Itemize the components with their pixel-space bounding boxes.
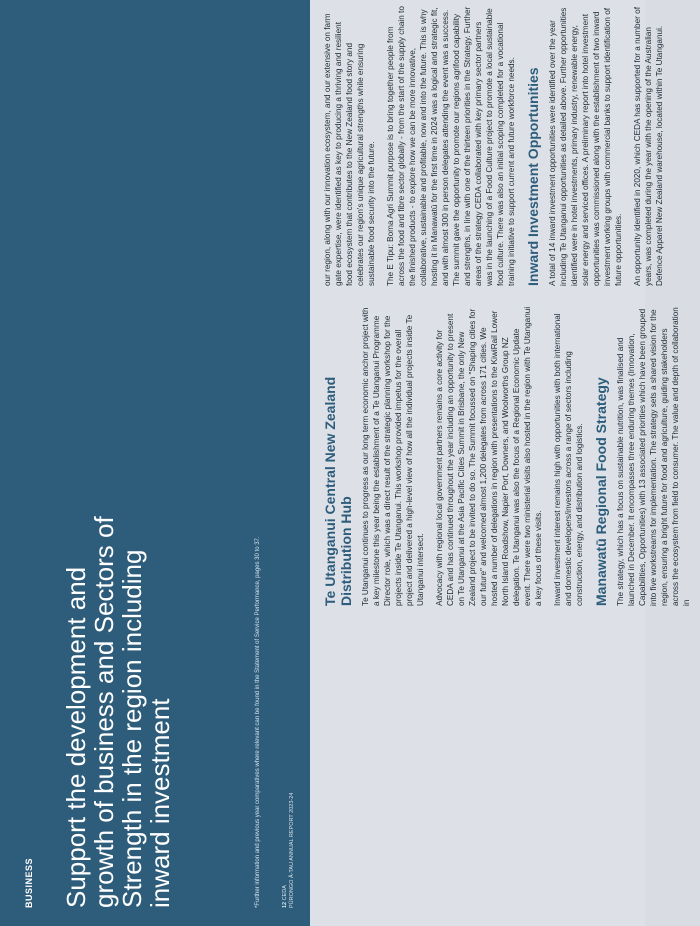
paragraph: our region, along with our innovation ecosystem, and our extensive on farm gate expertise, were identified as key to producing a thriving and resilient food ecosystem that contributes to the New Zealand food story and celebrates our region's unique agricultural strengths while ensuring sustainable food security into the future. bbox=[323, 13, 376, 286]
paragraph: The E Tipu: Boma Agri Summit purpose is to bring together people from across the food and fibre sector globally - from the start of the supply chain to the finished products - to explore how we can be more innovative, collaborative, sustainable and profitable, now and into the future. This is why hosting it in Manawatū for the first time in 2024 was a logical and strategic fit, and with almost 300 in person delegates attending the event was a success. The summit gave the opportunity to promote our regions agrifood capability and strengths, in line with one of the thirteen priorities in the Strategy. Further areas of the strategy CEDA collaborated with key primary sector partners was in the launching of a Food Culture project to promote a local sustainable food culture. There was also an initial scoping completed for a vocational training initiative to support current and future workforce needs. bbox=[386, 6, 516, 286]
section-tag: BUSINESS bbox=[24, 857, 34, 908]
text-column-left bbox=[322, 306, 700, 606]
paragraph: The strategy, which has a focus on sustainable nutrition, was finalised and launched in December. It encompasses three enduring themes (Innovation, Capabilities, Opportunities) with 13 associated priorities which have been grouped into five workstreams for implementation. The strategy sets a shared vision for the region, ensuring a bright future for food and agriculture, guiding stakeholders across the ecosystem from field to consumer. The value and depth of collaboration in bbox=[616, 307, 691, 606]
page-number: 12 bbox=[282, 901, 288, 908]
page-folio bbox=[282, 793, 296, 908]
paragraph: Te Utanganui continues to progress as our long term economic anchor project with a key milestone this year being the establishment of a Te Utanganui Programme Director role, which was a direct result of the strategic planning workshop for the projects inside Te Utanganui. This workshop provided impetus for the overall project and delivered a high-level view of how all the individual projects inside Te Utanganui intersect. bbox=[361, 307, 425, 606]
heading-inward-investment: Inward Investment Opportunities bbox=[525, 67, 541, 286]
heading-te-utanganui: Te Utanganui Central New Zealand Distribution Hub bbox=[322, 376, 354, 606]
section-banner bbox=[0, 0, 310, 926]
footnote: *Further information and previous year comparatives where relevant can be found in the Statement of Service Performance, pages 30 to 37. bbox=[255, 536, 261, 908]
paragraph: Inward investment interest remains high with opportunities with both international and domestic developers/investors across a range of sectors including construction, energy, and distribution and logistics. bbox=[553, 313, 584, 606]
paragraph: An opportunity identified in 2020, which CEDA has supported for a number of years, was completed during the year with the opening of the Australian Defence Apparel New Zealand warehouse, located within Te Utanganui. bbox=[633, 7, 664, 286]
section-headline: Support the development and growth of business and Sectors of Strength in the region including inward investment bbox=[61, 516, 175, 908]
heading-food-strategy: Manawatū Regional Food Strategy bbox=[593, 377, 609, 606]
paragraph: Advocacy with regional local government partners remains a core activity for CEDA and has continued throughout the year including an opportunity to present on Te Utanganui at the Asia Pacific Cities Summit in Brisbane, the only New Zealand project to be invited to do so. The Summit focussed on "Shaping cities for our future" and welcomed almost 1,200 delegates from across 171 cities. We hosted a number of delegations in region with presentations to the KiwiRail Lower North Island Roadshow, Napier Port, Downers, and Woolworths Group NZ delegation. Te Utanganui was also the focus of a Regional Economic Update event. There were two ministerial visits also hosted in the region with Te Utanganui a key focus of these visits. bbox=[435, 306, 543, 606]
folio-org: CEDA bbox=[282, 885, 288, 901]
folio-report: PŪRONGO Ā-TAU ANNUAL REPORT 2023-24 bbox=[289, 792, 295, 908]
paragraph: A total of 14 inward investment opportunities were identified over the year including Te Utanganui opportunities as detailed above. Further opportunities identified were in hotel investments, primary industry, renewable energy, solar energy and serviced offices. A preliminary report into hotel investment opportunities was commissioned along with the establishment of two inward investment working groups with commercial banks to support identification of future opportunities. bbox=[548, 7, 623, 286]
